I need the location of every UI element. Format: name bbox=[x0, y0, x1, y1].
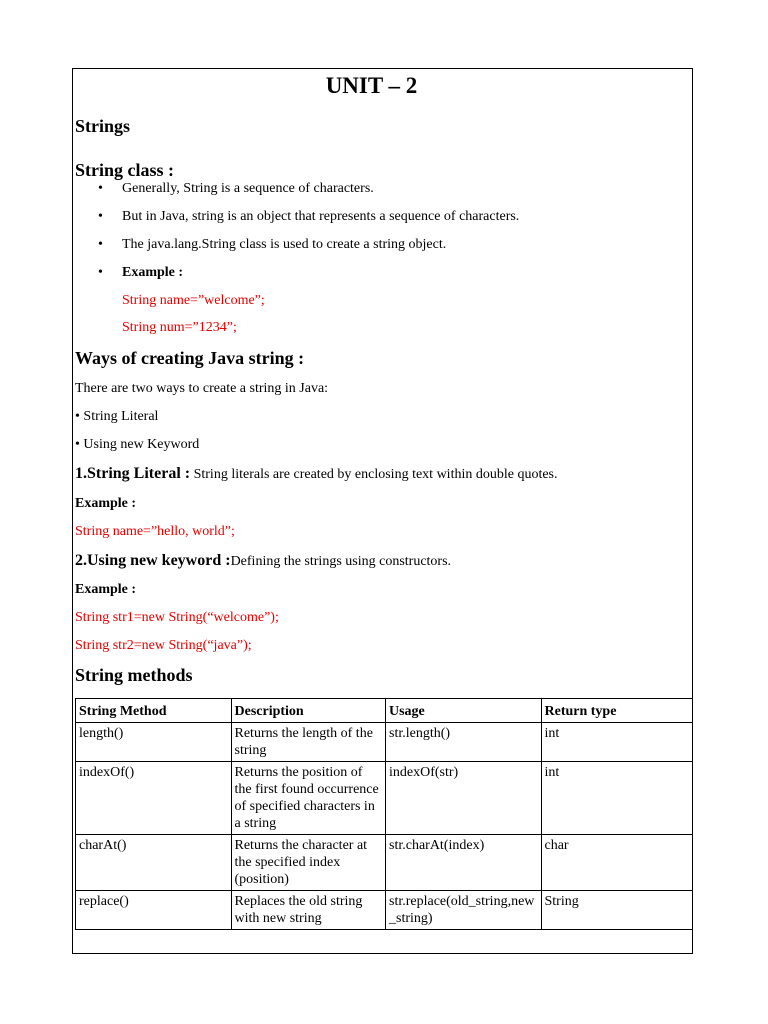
bullet-icon: • bbox=[98, 265, 103, 280]
table-row bbox=[76, 891, 693, 930]
literal-desc: String literals are created by enclosing text within double quotes. bbox=[190, 467, 558, 482]
code-example: String name=”welcome”; bbox=[122, 293, 265, 308]
string-methods-table bbox=[75, 698, 693, 930]
newkw-desc: Defining the strings using constructors. bbox=[230, 554, 452, 569]
ways-intro: There are two ways to create a string in Java: bbox=[75, 381, 329, 396]
table-cell: charAt() bbox=[76, 835, 232, 891]
table-cell: Returns the length of the string bbox=[231, 723, 386, 762]
table-cell: char bbox=[541, 835, 693, 891]
table-cell: Returns the position of the first found occurrence of specified characters in a string bbox=[231, 762, 386, 835]
column-header: Usage bbox=[386, 699, 542, 723]
page-title: UNIT – 2 bbox=[325, 73, 418, 98]
document-page: UNIT – 2 Strings String class : • Generally, String is a sequence of characters. • But in Java, string is an object that represents a sequence of characters. • The java.lang.String class is used to create a string object. • Example : String name=”welcome”; String num=”1234”; Ways of creating Java string : There are two ways to create a string in Java: • String Literal • Using new Keyword 1.String Literal : String literals are created by enclosing text within double quotes. Example : String name=”hello, world”; 2.Using new keyword :Defining the strings using constructors. Example : String str1=new String(“welcome”); String str2=new String(“java”); String methods String Method Description Usage Return type length() Returns the length of the string str.length() int indexOf() Returns the position of the first found occurrence of specified characters in a string indexOf(str) int charAt() Returns the character at the specified index (position) str.charAt(index) char replace() Replaces the old string with new string str.replace(old_string,new_string) String bbox=[72, 68, 693, 954]
heading-ways: Ways of creating Java string : bbox=[75, 348, 305, 368]
code-example: String name=”hello, world”; bbox=[75, 524, 235, 539]
code-example: String str2=new String(“java”); bbox=[75, 638, 252, 653]
ways-item: • Using new Keyword bbox=[75, 437, 200, 452]
table-cell: int bbox=[541, 762, 693, 835]
column-header: Return type bbox=[541, 699, 693, 723]
code-example: String num=”1234”; bbox=[122, 320, 237, 335]
table-cell: String bbox=[541, 891, 693, 930]
code-example: String str1=new String(“welcome”); bbox=[75, 610, 279, 625]
table-row bbox=[76, 723, 693, 762]
example-label: Example : bbox=[75, 582, 137, 597]
bullet-icon: • bbox=[98, 237, 103, 252]
heading-new-keyword: 2.Using new keyword : bbox=[75, 552, 231, 569]
heading-string-class: String class : bbox=[75, 160, 174, 180]
table-cell: Returns the character at the specified index (position) bbox=[231, 835, 386, 891]
column-header: Description bbox=[231, 699, 386, 723]
example-label: Example : bbox=[75, 496, 137, 511]
table-cell: int bbox=[541, 723, 693, 762]
newkw-line bbox=[75, 552, 451, 570]
bullet-icon: • bbox=[98, 181, 103, 196]
ways-item: • String Literal bbox=[75, 409, 159, 424]
table-row bbox=[76, 762, 693, 835]
table-row bbox=[76, 835, 693, 891]
heading-strings: Strings bbox=[75, 116, 131, 136]
table-cell: str.replace(old_string,new_string) bbox=[386, 891, 542, 930]
table-cell: indexOf() bbox=[76, 762, 232, 835]
bullet-icon: • bbox=[98, 209, 103, 224]
table-cell: str.length() bbox=[386, 723, 542, 762]
literal-line bbox=[75, 465, 558, 483]
heading-string-literal: 1.String Literal : bbox=[75, 465, 191, 482]
table-cell: Replaces the old string with new string bbox=[231, 891, 386, 930]
table-cell: replace() bbox=[76, 891, 232, 930]
table-cell: str.charAt(index) bbox=[386, 835, 542, 891]
heading-string-methods: String methods bbox=[75, 665, 193, 685]
table-header-row bbox=[76, 699, 693, 723]
table-cell: length() bbox=[76, 723, 232, 762]
table-cell: indexOf(str) bbox=[386, 762, 542, 835]
column-header: String Method bbox=[76, 699, 232, 723]
